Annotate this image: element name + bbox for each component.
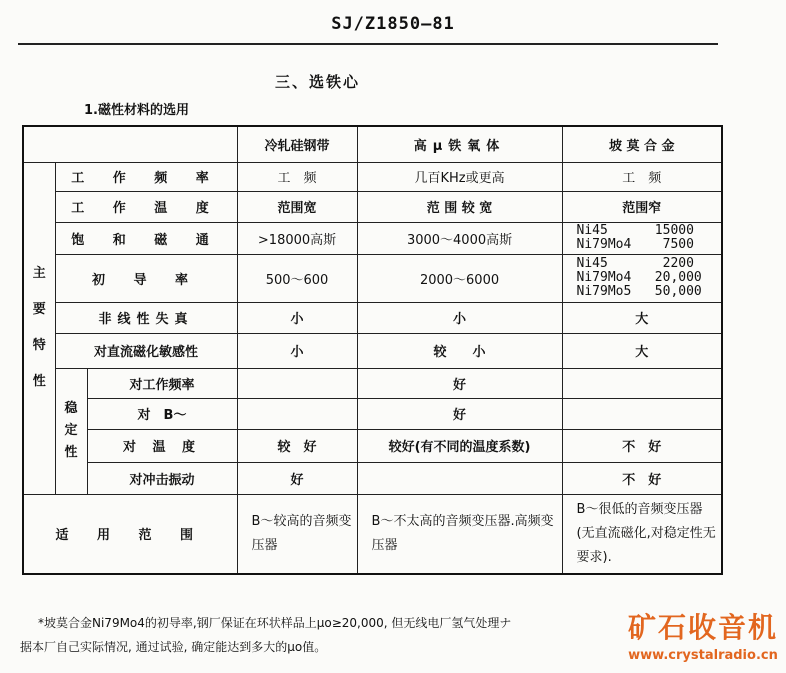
col-header-silicon-steel: 冷轧硅钢带 [237,126,357,162]
row-label: 对 B～ [87,398,237,429]
row-label: 适 用 范 围 [23,494,237,574]
watermark [620,604,786,673]
row-label: 初 导 率 [55,254,237,302]
table-row [23,162,722,191]
top-rule [18,43,718,45]
footnote-line-2: 据本厂自己实际情况, 通过试验, 确定能达到多大的μo值。 [20,640,327,654]
watermark-url: www.crystalradio.cn [628,648,778,663]
cell [237,368,357,398]
cell: 范围窄 [562,191,722,222]
header-row [23,126,722,162]
group-stability: 稳 定 性 [55,368,87,494]
cell: >18000高斯 [237,222,357,254]
cell [357,462,562,494]
table-row [23,429,722,462]
cell: Ni45 2200 Ni79Mo4 20,000 Ni79Mo5 50,000 [562,254,722,302]
cell: 2000～6000 [357,254,562,302]
table-row [23,494,722,574]
materials-table [22,125,723,575]
row-label: 对冲击振动 [87,462,237,494]
cell: 小 [357,302,562,333]
cell: 较好(有不同的温度系数) [357,429,562,462]
cell: 较 小 [357,333,562,368]
cell [562,368,722,398]
standard-code: SJ/Z1850—81 [331,14,455,34]
table-row [23,254,722,302]
cell: 好 [357,368,562,398]
cell: 好 [357,398,562,429]
table-row [23,191,722,222]
col-header-ferrite: 高μ铁氧体 [357,126,562,162]
row-label: 工 作 温 度 [55,191,237,222]
cell: 小 [237,302,357,333]
table-row [23,222,722,254]
cell: 大 [562,333,722,368]
table-row [23,368,722,398]
cell: 不 好 [562,429,722,462]
cell: B～很低的音频变压器(无直流磁化,对稳定性无要求). [562,494,722,574]
col-header-permalloy: 坡 莫 合 金 [562,126,722,162]
cell: 范围宽 [237,191,357,222]
cell: 大 [562,302,722,333]
table-row [23,333,722,368]
cell [237,398,357,429]
cell: 500～600 [237,254,357,302]
cell: 不 好 [562,462,722,494]
cell: 范 围 较 宽 [357,191,562,222]
table-row [23,462,722,494]
table-row [23,398,722,429]
footnote-line-1: *坡莫合金Ni79Mo4的初导率,钢厂保证在环状样品上μo≥20,000, 但无线电厂氢气处理ナ [38,616,512,630]
row-label: 对直流磁化敏感性 [55,333,237,368]
row-label: 饱 和 磁 通 [55,222,237,254]
watermark-brand: 矿石收音机 [627,611,778,644]
cell: 较 好 [237,429,357,462]
cell: 工 频 [562,162,722,191]
cell: 几百KHz或更高 [357,162,562,191]
row-label: 对工作频率 [87,368,237,398]
subsection-title: 1.磁性材料的选用 [84,103,189,118]
row-label: 工 作 频 率 [55,162,237,191]
cell: 好 [237,462,357,494]
cell [562,398,722,429]
cell: 小 [237,333,357,368]
cell: B～较高的音频变压器 [237,494,357,574]
cell: 3000～4000高斯 [357,222,562,254]
section-title: 三、选铁心 [275,73,361,91]
cell: 工 频 [237,162,357,191]
cell: B～不太高的音频变压器.高频变压器 [357,494,562,574]
row-label: 对 温 度 [87,429,237,462]
cell: Ni45 15000 Ni79Mo4 7500 [562,222,722,254]
table-row [23,302,722,333]
row-label: 非线性失真 [55,302,237,333]
group-main-characteristics: 主 要 特 性 [23,162,55,494]
corner-cell [23,126,237,162]
